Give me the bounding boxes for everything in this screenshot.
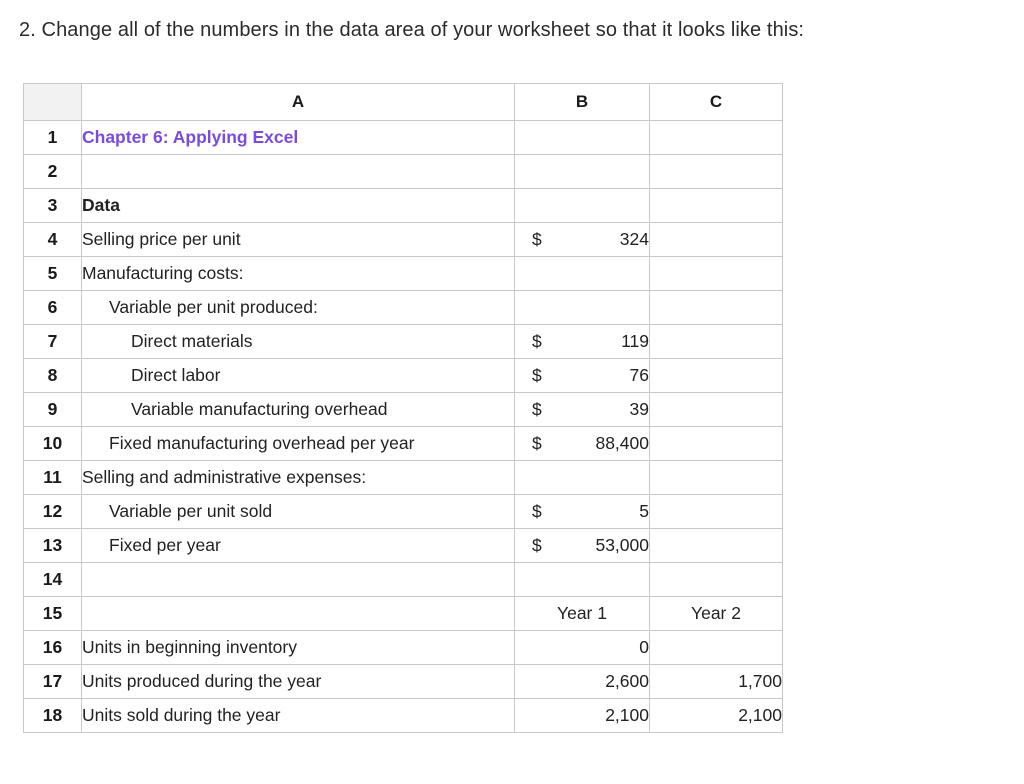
cell-a13[interactable]: Fixed per year	[82, 529, 515, 563]
row-header[interactable]: 6	[24, 291, 82, 325]
cell-value: 2,100	[605, 705, 649, 725]
row-header[interactable]: 3	[24, 189, 82, 223]
cell-a17[interactable]: Units produced during the year	[82, 665, 515, 699]
cell-a7[interactable]: Direct materials	[82, 325, 515, 359]
cell-a2[interactable]	[82, 155, 515, 189]
cell-a9[interactable]: Variable manufacturing overhead	[82, 393, 515, 427]
cell-value: Year 1	[557, 603, 607, 623]
cell-a11[interactable]: Selling and administrative expenses:	[82, 461, 515, 495]
row-header[interactable]: 4	[24, 223, 82, 257]
row-header[interactable]: 5	[24, 257, 82, 291]
column-header-row	[24, 84, 783, 121]
cell-b14[interactable]	[515, 563, 650, 597]
cell-b11[interactable]	[515, 461, 650, 495]
cell-c4[interactable]	[650, 223, 783, 257]
cell-a15[interactable]	[82, 597, 515, 631]
table-row	[24, 495, 783, 529]
row-header[interactable]: 12	[24, 495, 82, 529]
cell-c7[interactable]	[650, 325, 783, 359]
row-header[interactable]: 8	[24, 359, 82, 393]
cell-b3[interactable]	[515, 189, 650, 223]
cell-a1[interactable]: Chapter 6: Applying Excel	[82, 121, 515, 155]
cell-a12[interactable]: Variable per unit sold	[82, 495, 515, 529]
row-header[interactable]: 7	[24, 325, 82, 359]
row-header[interactable]: 10	[24, 427, 82, 461]
cell-c17[interactable]: 1,700	[650, 665, 783, 699]
cell-c6[interactable]	[650, 291, 783, 325]
select-all-corner[interactable]	[24, 84, 82, 121]
cell-a6[interactable]: Variable per unit produced:	[82, 291, 515, 325]
table-row	[24, 393, 783, 427]
cell-b16[interactable]	[515, 631, 650, 665]
table-row	[24, 631, 783, 665]
cell-b1[interactable]	[515, 121, 650, 155]
currency-symbol: $	[532, 331, 542, 351]
cell-a3[interactable]: Data	[82, 189, 515, 223]
table-row	[24, 291, 783, 325]
table-row	[24, 699, 783, 733]
cell-b17[interactable]	[515, 665, 650, 699]
cell-a14[interactable]	[82, 563, 515, 597]
table-row	[24, 359, 783, 393]
cell-value: 5	[639, 501, 649, 521]
cell-b13[interactable]	[515, 529, 650, 563]
column-header-c[interactable]: C	[650, 84, 783, 121]
cell-b8[interactable]	[515, 359, 650, 393]
row-header[interactable]: 2	[24, 155, 82, 189]
cell-value: 2,600	[605, 671, 649, 691]
cell-value: 88,400	[595, 433, 649, 453]
cell-b9[interactable]	[515, 393, 650, 427]
cell-a16[interactable]: Units in beginning inventory	[82, 631, 515, 665]
cell-value: 53,000	[595, 535, 649, 555]
cell-c12[interactable]	[650, 495, 783, 529]
instruction-text: 2. Change all of the numbers in the data area of your worksheet so that it looks like this:	[19, 19, 805, 41]
cell-c11[interactable]	[650, 461, 783, 495]
cell-value: 76	[629, 365, 649, 385]
cell-c5[interactable]	[650, 257, 783, 291]
cell-c15[interactable]: Year 2	[650, 597, 783, 631]
cell-c8[interactable]	[650, 359, 783, 393]
currency-symbol: $	[532, 433, 542, 453]
table-row	[24, 155, 783, 189]
row-header[interactable]: 16	[24, 631, 82, 665]
cell-b5[interactable]	[515, 257, 650, 291]
cell-value: 0	[639, 637, 649, 657]
row-header[interactable]: 14	[24, 563, 82, 597]
table-row	[24, 223, 783, 257]
table-row	[24, 563, 783, 597]
cell-b2[interactable]	[515, 155, 650, 189]
cell-c3[interactable]	[650, 189, 783, 223]
table-row	[24, 529, 783, 563]
cell-c13[interactable]	[650, 529, 783, 563]
row-header[interactable]: 17	[24, 665, 82, 699]
table-row	[24, 325, 783, 359]
cell-b15[interactable]	[515, 597, 650, 631]
row-header[interactable]: 13	[24, 529, 82, 563]
table-row	[24, 597, 783, 631]
table-row	[24, 665, 783, 699]
cell-a4[interactable]: Selling price per unit	[82, 223, 515, 257]
row-header[interactable]: 11	[24, 461, 82, 495]
cell-c9[interactable]	[650, 393, 783, 427]
cell-b12[interactable]	[515, 495, 650, 529]
cell-b10[interactable]	[515, 427, 650, 461]
table-row	[24, 461, 783, 495]
currency-symbol: $	[532, 365, 542, 385]
currency-symbol: $	[532, 535, 542, 555]
row-header[interactable]: 9	[24, 393, 82, 427]
cell-b18[interactable]	[515, 699, 650, 733]
currency-symbol: $	[532, 229, 542, 249]
cell-c18[interactable]: 2,100	[650, 699, 783, 733]
cell-value: 119	[621, 331, 649, 351]
cell-a18[interactable]: Units sold during the year	[82, 699, 515, 733]
cell-c2[interactable]	[650, 155, 783, 189]
cell-a5[interactable]: Manufacturing costs:	[82, 257, 515, 291]
currency-symbol: $	[532, 399, 542, 419]
cell-value: 324	[619, 229, 649, 249]
cell-a8[interactable]: Direct labor	[82, 359, 515, 393]
row-header[interactable]: 15	[24, 597, 82, 631]
cell-a10[interactable]: Fixed manufacturing overhead per year	[82, 427, 515, 461]
row-header[interactable]: 1	[24, 121, 82, 155]
cell-b4[interactable]	[515, 223, 650, 257]
row-header[interactable]: 18	[24, 699, 82, 733]
cell-b6[interactable]	[515, 291, 650, 325]
cell-c14[interactable]	[650, 563, 783, 597]
cell-b7[interactable]	[515, 325, 650, 359]
cell-c1[interactable]	[650, 121, 783, 155]
column-header-b[interactable]: B	[515, 84, 650, 121]
table-row	[24, 257, 783, 291]
cell-c16[interactable]	[650, 631, 783, 665]
table-row	[24, 121, 783, 155]
table-row	[24, 189, 783, 223]
column-header-a[interactable]: A	[82, 84, 515, 121]
cell-c10[interactable]	[650, 427, 783, 461]
currency-symbol: $	[532, 501, 542, 521]
spreadsheet	[23, 83, 783, 733]
cell-value: 39	[629, 399, 649, 419]
table-row	[24, 427, 783, 461]
